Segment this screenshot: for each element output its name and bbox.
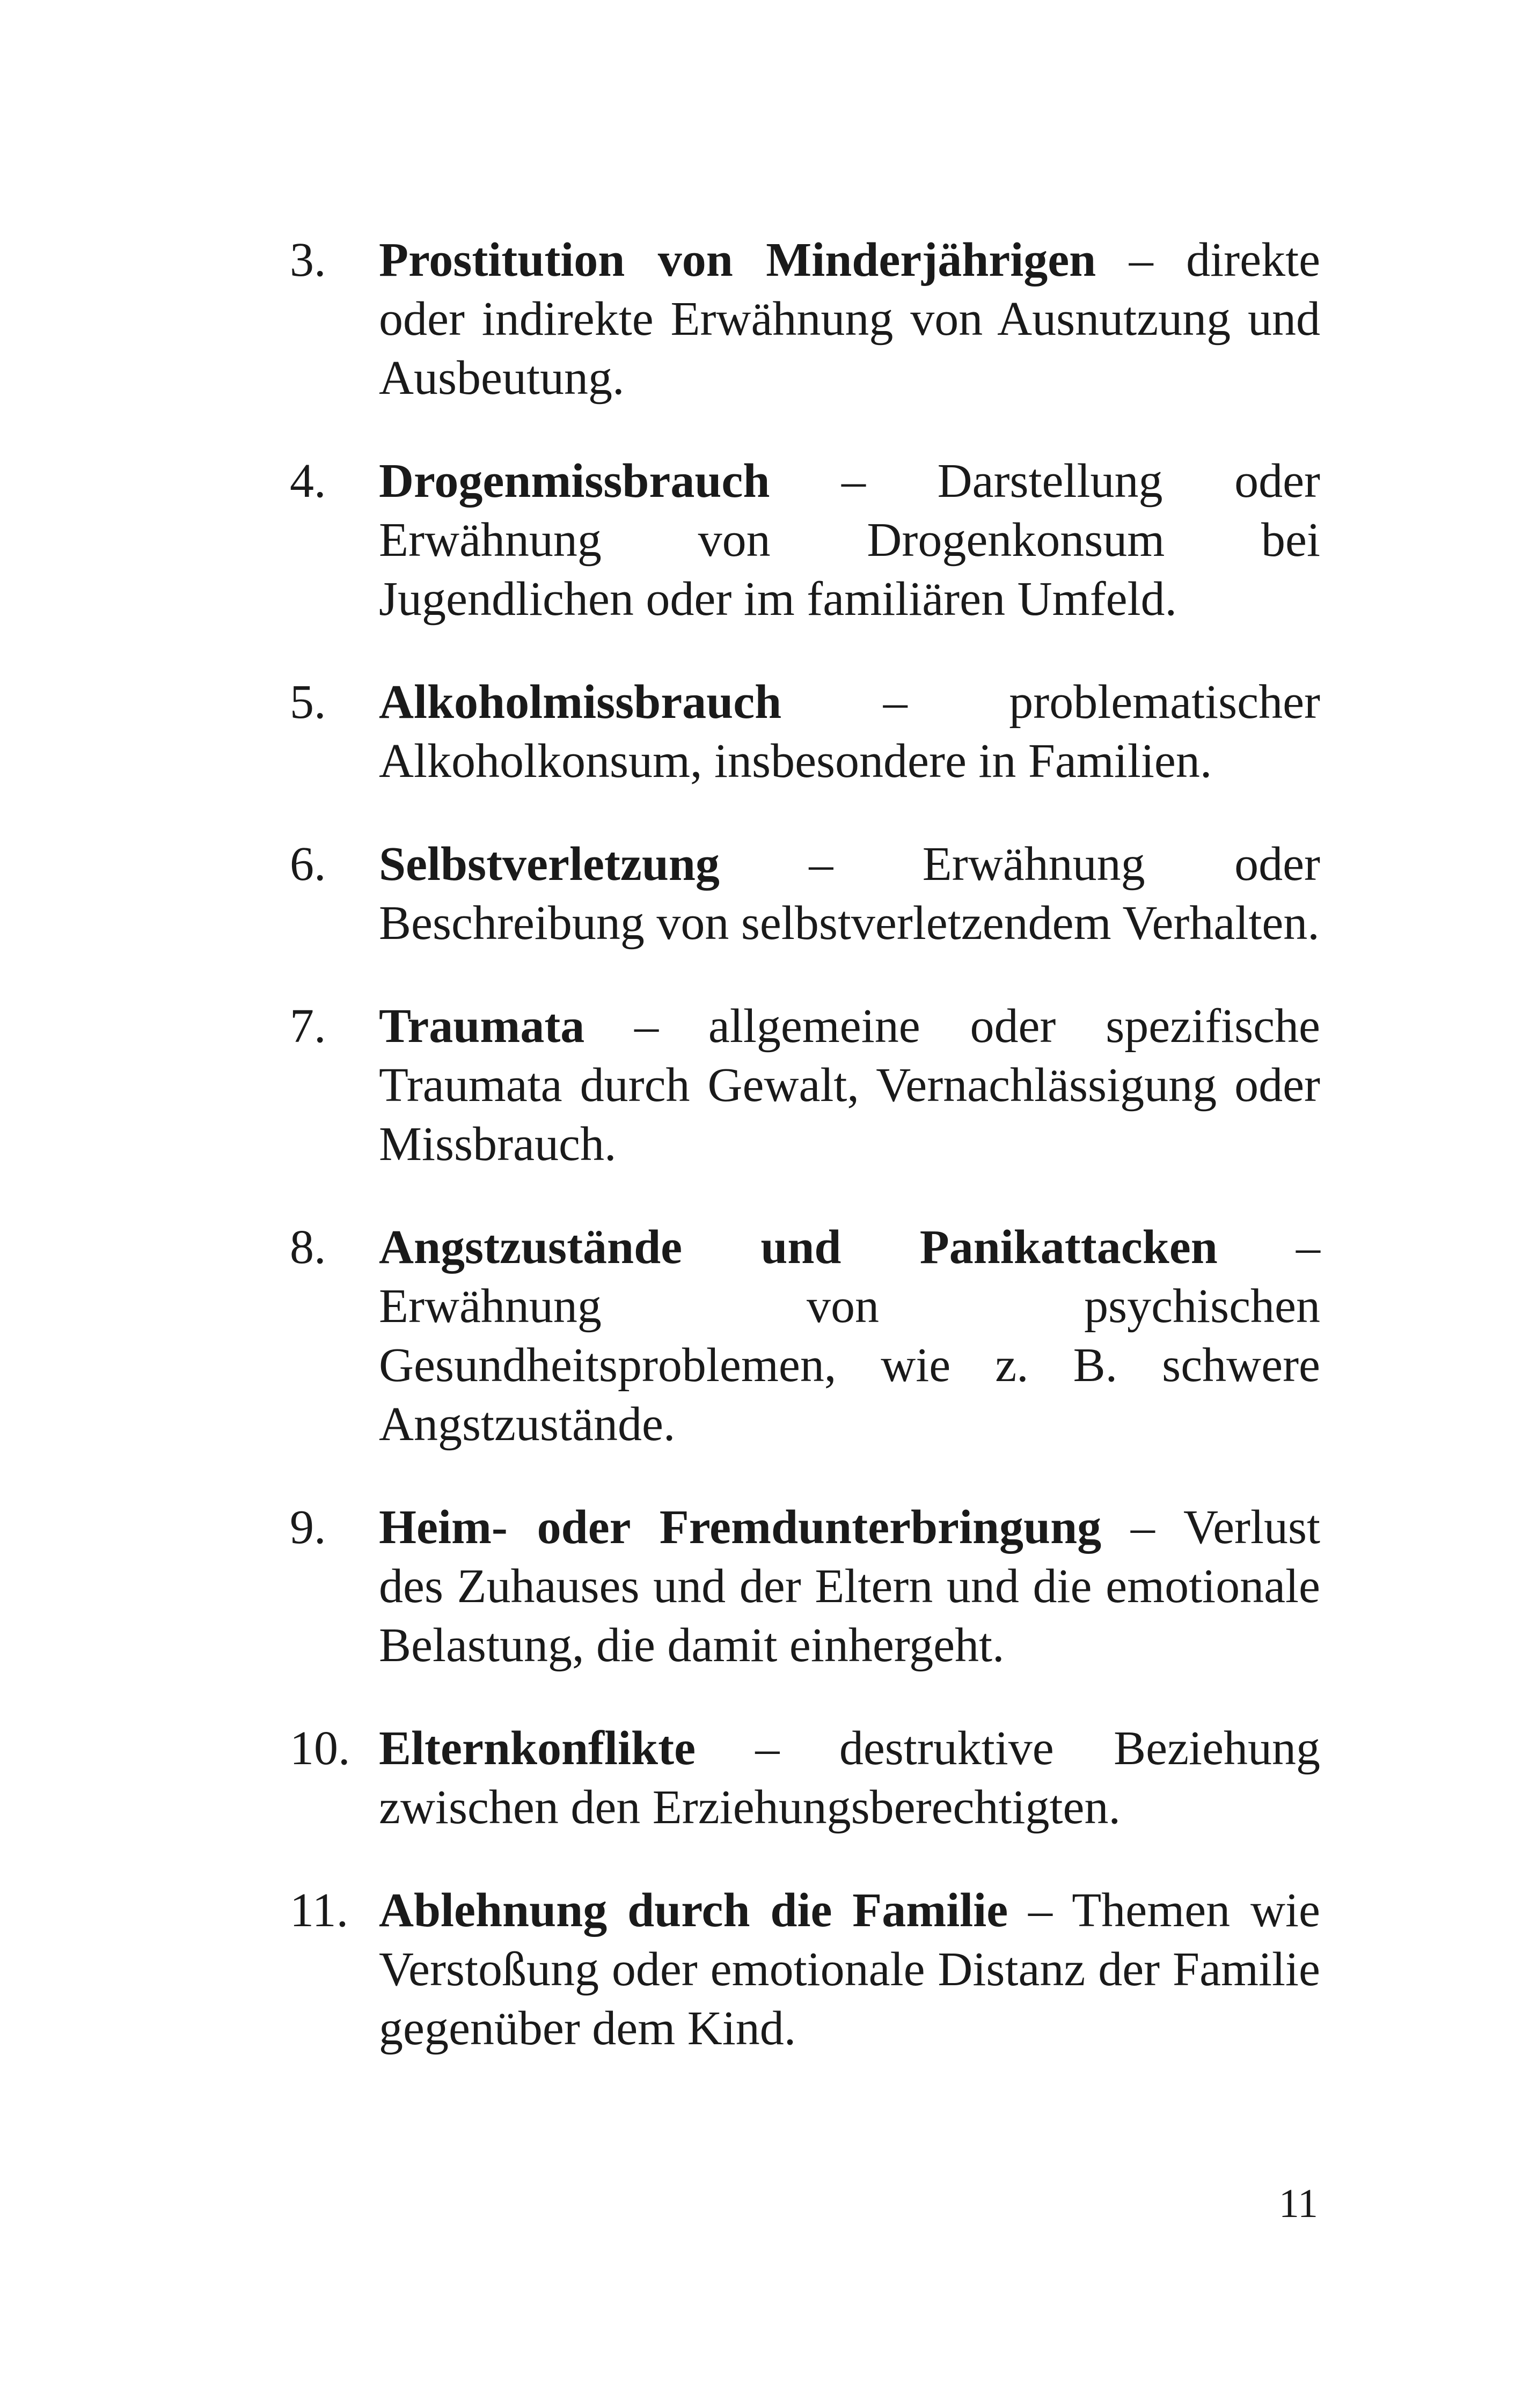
item-description: Erwähnung oder Beschreibung von selbstverletzendem Verhalten. xyxy=(379,838,1320,950)
item-separator: – xyxy=(1130,1501,1155,1554)
item-separator: – xyxy=(809,838,833,891)
list-item xyxy=(290,673,1320,791)
item-term: Drogenmissbrauch xyxy=(379,454,770,508)
item-term: Prostitution von Minderjährigen xyxy=(379,233,1096,287)
list-item xyxy=(290,835,1320,953)
item-text xyxy=(379,231,1320,408)
list-item xyxy=(290,997,1320,1174)
item-text xyxy=(379,452,1320,629)
item-number: 11. xyxy=(290,1884,349,1937)
list-item xyxy=(290,1498,1320,1675)
item-number: 8. xyxy=(290,1221,326,1274)
list-item xyxy=(290,1218,1320,1454)
item-term: Alkoholmissbrauch xyxy=(379,676,782,729)
item-description: Verlust des Zuhauses und der Eltern und die emotionale Belastung, die damit einhergeht. xyxy=(379,1501,1321,1672)
item-term: Heim- oder Fremdunterbringung xyxy=(379,1501,1102,1554)
item-term: Ablehnung durch die Familie xyxy=(379,1884,1008,1937)
item-text xyxy=(379,1498,1320,1675)
list-item xyxy=(290,1881,1320,2058)
list-item xyxy=(290,1719,1320,1837)
item-number: 4. xyxy=(290,454,326,508)
item-term: Traumata xyxy=(379,1000,585,1053)
item-text xyxy=(379,1881,1320,2058)
list-item xyxy=(290,452,1320,629)
item-description: Darstellung oder Erwähnung von Drogenkonsum bei Jugendlichen oder im familiären Umfeld. xyxy=(379,454,1320,626)
item-description: destruktive Beziehung zwischen den Erziehungsberechtigten. xyxy=(379,1722,1321,1834)
item-separator: – xyxy=(634,1000,659,1053)
item-text xyxy=(379,1719,1320,1837)
item-number: 3. xyxy=(290,233,326,287)
item-separator: – xyxy=(883,676,908,729)
item-separator: – xyxy=(1028,1884,1053,1937)
page-number: 11 xyxy=(1278,2181,1318,2226)
item-separator: – xyxy=(1129,233,1153,287)
item-term: Selbstverletzung xyxy=(379,838,720,891)
item-description: Erwähnung von psychischen Gesundheitsproblemen, wie z. B. schwere Angstzustände. xyxy=(379,1280,1320,1451)
item-text xyxy=(379,835,1320,953)
item-text xyxy=(379,1218,1320,1454)
item-separator: – xyxy=(842,454,866,508)
item-separator: – xyxy=(755,1722,780,1775)
item-number: 7. xyxy=(290,1000,326,1053)
item-separator: – xyxy=(1296,1221,1320,1274)
item-description: direkte oder indirekte Erwähnung von Ausnutzung und Ausbeutung. xyxy=(379,233,1321,405)
item-description: Themen wie Verstoßung oder emotionale Distanz der Familie gegenüber dem Kind. xyxy=(379,1884,1320,2055)
item-number: 5. xyxy=(290,676,326,729)
item-number: 10. xyxy=(290,1722,350,1775)
item-term: Elternkonflikte xyxy=(379,1722,696,1775)
item-description: allgemeine oder spezifische Traumata durch Gewalt, Vernachlässigung oder Missbrauch. xyxy=(379,1000,1321,1171)
item-number: 9. xyxy=(290,1501,326,1554)
list-item xyxy=(290,231,1320,408)
item-term: Angstzustände und Panikattacken xyxy=(379,1221,1218,1274)
item-number: 6. xyxy=(290,838,326,891)
item-text xyxy=(379,997,1320,1174)
item-description: problematischer Alkoholkonsum, insbesondere in Familien. xyxy=(379,676,1321,788)
item-text xyxy=(379,673,1320,791)
content-warning-list xyxy=(290,231,1320,2102)
